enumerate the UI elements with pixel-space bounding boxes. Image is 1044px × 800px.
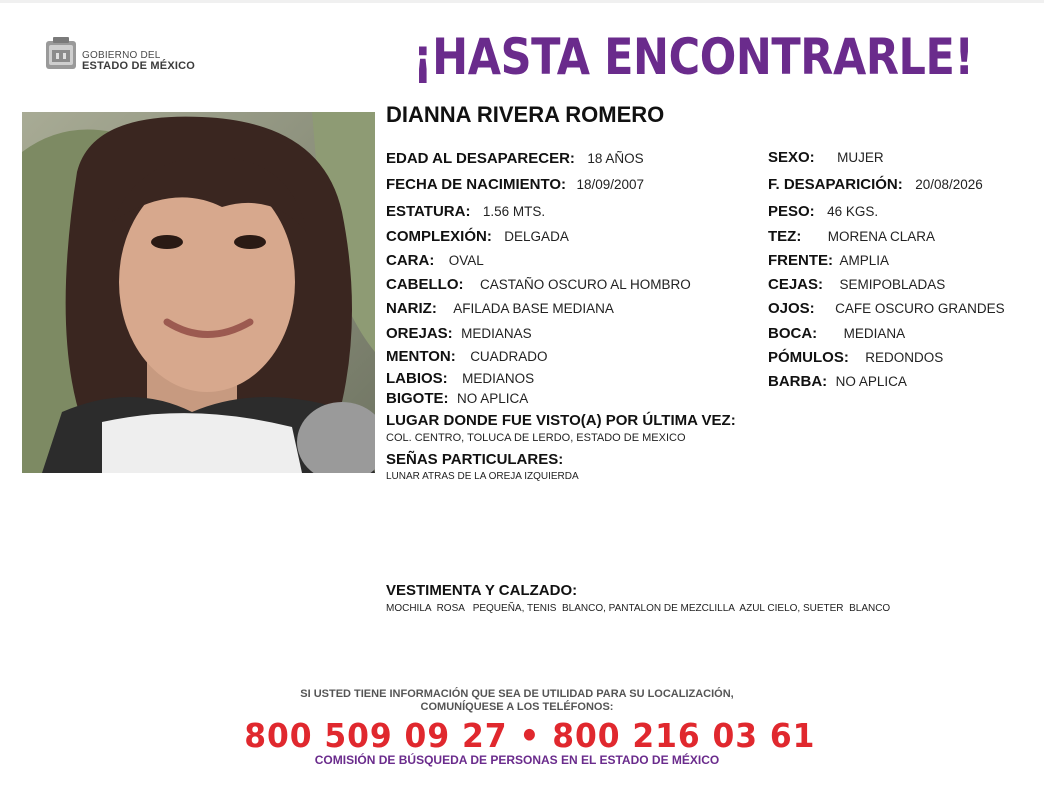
logo-text [82,50,195,72]
last-seen-value: COL. CENTRO, TOLUCA DE LERDO, ESTADO DE MEXICO [386,432,686,444]
field-build [386,228,569,246]
field-mustache [386,390,528,408]
field-value: MUJER [837,150,884,165]
field-forehead [768,252,889,270]
field-disappearance-date [768,176,983,194]
field-beard [768,373,907,391]
field-label: COMPLEXIÓN: [386,228,492,245]
field-value: AMPLIA [839,253,889,268]
field-label: ESTATURA: [386,203,471,220]
phone-numbers: 800 509 09 27 • 800 216 03 61 [244,716,816,755]
field-eyes [768,300,1005,318]
logo-line1: GOBIERNO DEL [82,50,161,61]
person-name: DIANNA RIVERA ROMERO [386,102,665,127]
field-label: F. DESAPARICIÓN: [768,176,903,193]
contact-line1: SI USTED TIENE INFORMACIÓN QUE SEA DE UTILIDAD PARA SU LOCALIZACIÓN, [300,688,734,700]
field-label: MENTON: [386,348,456,365]
field-label: CABELLO: [386,276,464,293]
contact-instructions [290,688,744,714]
field-value: 18 AÑOS [587,151,644,166]
field-value: REDONDOS [865,350,944,365]
field-face [386,252,484,270]
field-value: NO APLICA [456,391,529,406]
field-label: OREJAS: [386,325,453,342]
portrait-illustration [22,112,375,473]
particular-signs-value: LUNAR ATRAS DE LA OREJA IZQUIERDA [386,471,579,482]
field-value: 1.56 MTS. [482,204,546,219]
field-label: FRENTE: [768,252,833,269]
field-label: NARIZ: [386,300,437,317]
portrait-photo [22,112,375,473]
field-label: PÓMULOS: [768,349,849,366]
field-ears [386,325,532,343]
field-lips [386,370,534,388]
field-age [386,150,644,168]
field-label: EDAD AL DESAPARECER: [386,150,575,167]
field-label: BARBA: [768,373,828,390]
field-value: NO APLICA [835,374,907,389]
field-nose [386,300,614,318]
field-value: CAFE OSCURO GRANDES [835,301,1005,316]
field-eyebrows [768,276,945,294]
field-value: AFILADA BASE MEDIANA [453,301,614,316]
field-chin [386,348,547,366]
last-seen-label: LUGAR DONDE FUE VISTO(A) POR ÚLTIMA VEZ: [386,412,736,429]
field-value: OVAL [448,253,484,268]
field-label: LABIOS: [386,370,448,387]
field-label: BOCA: [768,325,818,342]
field-value: 20/08/2026 [915,177,983,192]
commission-name: COMISIÓN DE BÚSQUEDA DE PERSONAS EN EL ESTADO DE MÉXICO [314,753,720,767]
field-label: CEJAS: [768,276,824,293]
field-label: SEXO: [768,149,815,166]
field-label: TEZ: [768,228,802,245]
field-weight [768,203,878,221]
field-value: MEDIANOS [462,371,535,386]
field-cheekbones [768,349,943,367]
field-value: DELGADA [504,229,569,244]
field-height [386,203,545,221]
government-logo [44,36,204,76]
field-label: CARA: [386,252,435,269]
field-value: 18/09/2007 [576,177,645,192]
clothing-value: MOCHILA ROSA PEQUEÑA, TENIS BLANCO, PANTALON DE MEZCLILLA AZUL CIELO, SUETER BLANCO [386,603,891,614]
field-value: MEDIANA [843,326,906,341]
field-value: MORENA CLARA [827,229,936,244]
field-hair [386,276,691,294]
headline: ¡HASTA ENCONTRARLE! [413,28,974,86]
field-label: FECHA DE NACIMIENTO: [386,176,566,193]
field-label: PESO: [768,203,815,220]
field-sex [768,149,884,167]
field-value: MEDIANAS [461,326,532,341]
field-birthdate [386,176,644,194]
logo-line2: ESTADO DE MÉXICO [82,60,196,72]
contact-line2: COMUNÍQUESE A LOS TELÉFONOS: [420,701,614,713]
field-label: OJOS: [768,300,815,317]
field-value: CASTAÑO OSCURO AL HOMBRO [479,277,691,292]
field-value: CUADRADO [470,349,548,364]
field-label: BIGOTE: [386,390,449,407]
clothing-label: VESTIMENTA Y CALZADO: [386,582,578,599]
particular-signs-label: SEÑAS PARTICULARES: [386,451,564,468]
field-value: SEMIPOBLADAS [839,277,946,292]
field-mouth [768,325,905,343]
state-seal-icon [44,36,78,72]
top-divider [0,0,1044,3]
field-value: 46 KGS. [827,204,879,219]
field-complexion [768,228,935,246]
